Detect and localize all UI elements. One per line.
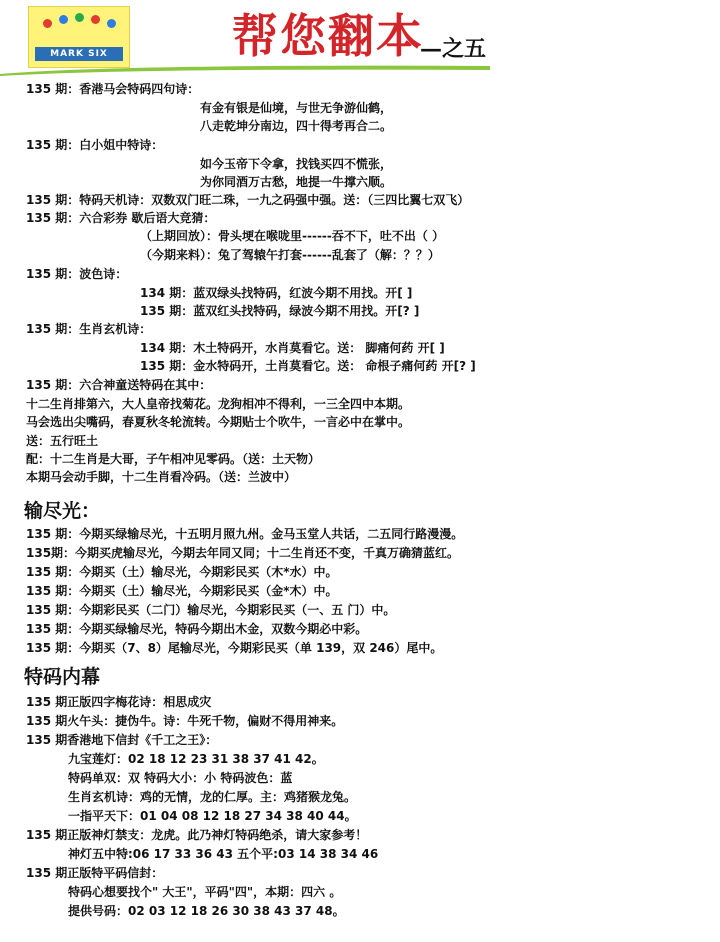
text-line: 如今玉帝下令拿，找钱买四不慌张， (200, 157, 393, 171)
text-line: 135期：今期买虎输尽光，今期去年同又同；十二生肖还不变，千真万确猜蓝红。 (26, 546, 460, 560)
logo-text: MARK SIX (35, 47, 123, 61)
text-line: 生肖玄机诗：鸡的无情，龙的仁厚。主：鸡猪猴龙兔。 (68, 790, 357, 804)
text-line: 八走乾坤分南边，四十得考再合二。 (200, 119, 393, 133)
text-line: 马会选出尖嘴码，春夏秋冬轮流转。今期贴士个吹牛，一言必中在掌中。 (26, 415, 411, 429)
section-heading: 输尽光： (24, 500, 101, 522)
blue-ball-icon (59, 15, 68, 24)
text-line: 135 期：波色诗： (26, 267, 128, 281)
green-ball-icon (75, 13, 84, 22)
text-line: 有金有银是仙境，与世无争游仙鹤， (200, 101, 393, 115)
text-line: 135 期正版特平码信封： (26, 866, 164, 880)
text-line: 135 期：蓝双红头找特码，绿波今期不用找。开[? ] (140, 304, 420, 318)
text-line: 135 期：金水特码开，土肖莫看它。送： 命根子痛何药 开[? ] (140, 359, 476, 373)
text-line: 135 期：今期买（土）输尽光，今期彩民买（木*水）中。 (26, 565, 338, 579)
text-line: 配：十二生肖是大哥，子午相冲见零码。（送：土天物） (26, 452, 321, 466)
text-line: 神灯五中特:06 17 33 36 43 五个平:03 14 38 34 46 (68, 847, 379, 861)
text-line: 135 期：今期买（7、8）尾输尽光，今期彩民买（单 139，双 246）尾中。 (26, 641, 443, 655)
text-line: 为你同酒万古愁，地提一牛撑六顺。 (200, 175, 393, 189)
text-line: 135 期香港地下信封《千工之王》： (26, 733, 218, 747)
text-line: （今期来料）：兔了驾辕午打套------乱套了（解：？？） (140, 248, 440, 262)
text-line: 135 期正版神灯禁支：龙虎。此乃神灯特码绝杀，请大家参考！ (26, 828, 368, 842)
text-line: 134 期：木土特码开，水肖莫看它。送： 脚痛何药 开[ ] (140, 341, 445, 355)
blue-ball-icon (107, 19, 116, 28)
text-line: 九宝莲灯：02 18 12 23 31 38 37 41 42。 (68, 752, 324, 766)
text-line: 135 期：白小姐中特诗： (26, 138, 164, 152)
section-heading: 特码内幕 (24, 666, 101, 688)
text-line: 本期马会动手脚，十二生肖看冷码。（送：兰波中） (26, 470, 297, 484)
text-line: 135 期：特码天机诗：双数双门旺二珠，一九之码强中强。送：（三四比翼七双飞） (26, 193, 470, 207)
page-title: 帮您翻本 (232, 9, 424, 63)
text-line: 135 期：今期彩民买（二门）输尽光，今期彩民买（一、五 门）中。 (26, 603, 396, 617)
mark-six-logo (28, 6, 130, 68)
text-line: 135 期：今期买绿输尽光，特码今期出木金，双数今期必中彩。 (26, 622, 368, 636)
text-line: 135 期：生肖玄机诗： (26, 322, 152, 336)
text-line: 135 期：今期买绿输尽光，十五明月照九州。金马玉堂人共话，二五同行路漫漫。 (26, 527, 464, 541)
text-line: 134 期：蓝双绿头找特码，红波今期不用找。开[ ] (140, 286, 413, 300)
text-line: 135 期火午头：捷伪牛。诗：牛死千物，偏财不得用神来。 (26, 714, 344, 728)
red-ball-icon (91, 15, 100, 24)
header-banner (0, 0, 720, 82)
text-line: 特码单双：双 特码大小：小 特码波色：蓝 (68, 771, 293, 785)
green-swoosh-decoration (0, 62, 490, 76)
red-ball-icon (43, 19, 52, 28)
text-line: 135 期：六合神童送特码在其中： (26, 378, 212, 392)
text-line: 提供号码：02 03 12 18 26 30 38 43 37 48。 (68, 904, 345, 918)
text-line: 特码心想要找个" 大王"，平码"四"，本期：四六 。 (68, 885, 342, 899)
text-line: 十二生肖排第六，大人皇帝找菊花。龙狗相冲不得利，一三全四中本期。 (26, 397, 411, 411)
text-line: 135 期：香港马会特码四句诗： (26, 82, 200, 96)
text-line: 一指平天下：01 04 08 12 18 27 34 38 40 44。 (68, 809, 357, 823)
text-line: 135 期：今期买（土）输尽光，今期彩民买（金*木）中。 (26, 584, 338, 598)
text-line: 135 期正版四字梅花诗：相思成灾 (26, 695, 212, 709)
text-line: 送：五行旺土 (26, 434, 99, 448)
text-line: （上期回放）：骨头埂在喉咙里------吞不下，吐不出（ ） (140, 229, 445, 243)
page-title-suffix: —之五 (420, 36, 487, 62)
text-line: 135 期：六合彩券 歇后语大竞猜： (26, 211, 216, 225)
